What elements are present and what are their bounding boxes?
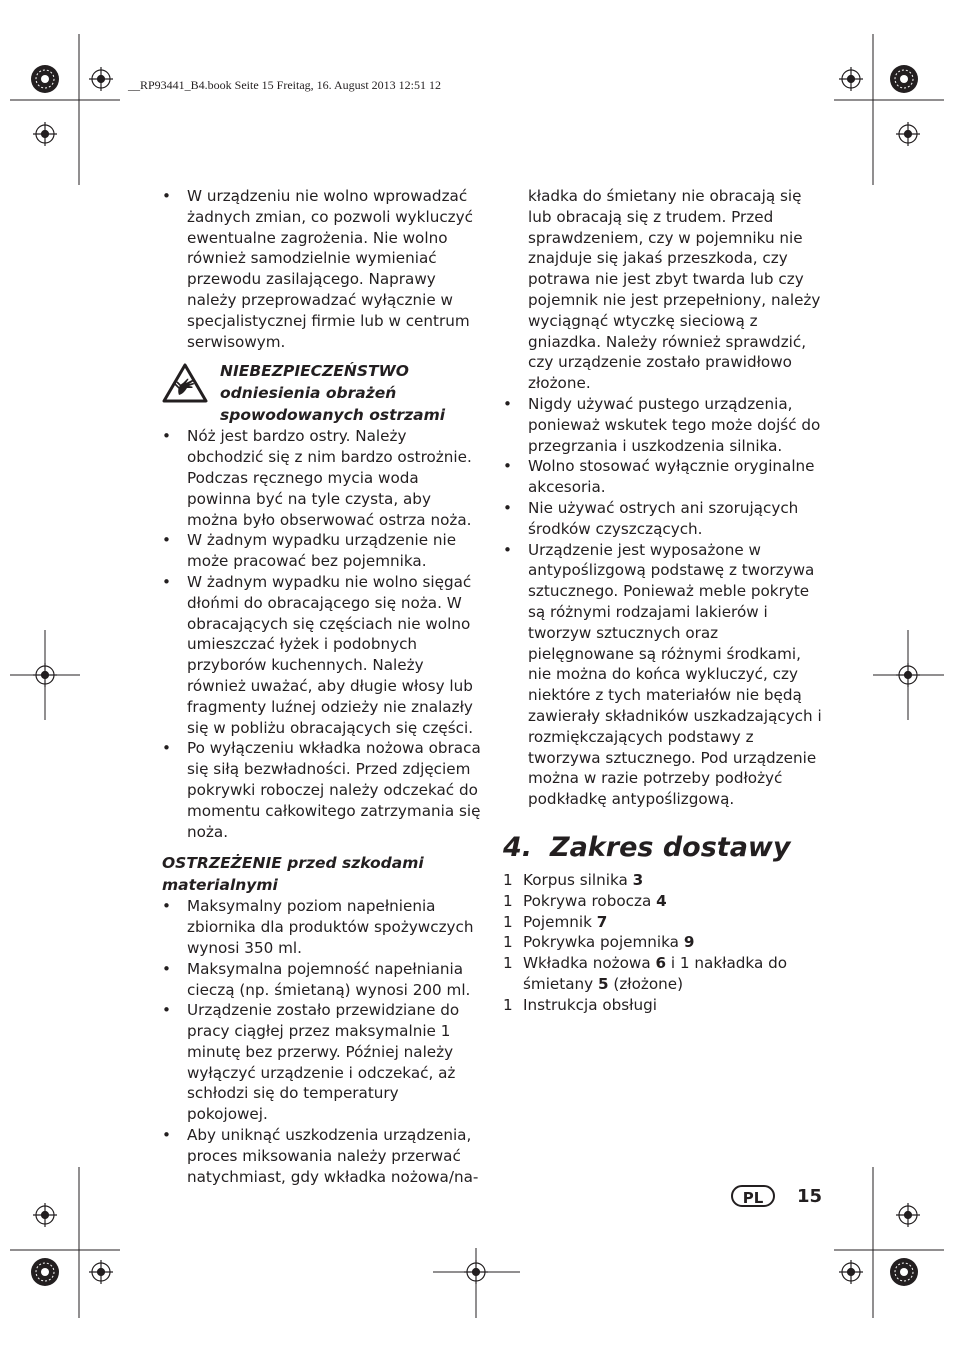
registration-mark — [896, 663, 920, 687]
list-item: • W żadnym wypadku nie wolno sięgać dłońmi do obracającego się noża. W obracających się częściach nie wolno umieszczać łyżek i podobnych przyborów kuchennych. Należy również uważać, aby długie włosy lub fragmenty luźnej odzieży nie znalazły się w pobliżu obracających się części. — [162, 572, 482, 738]
item-text-suffix: (złożone) — [608, 974, 684, 993]
item-text: Korpus silnika — [523, 870, 633, 889]
item-text: Pokrywka pojemnika — [523, 933, 684, 952]
item-quantity: 1 — [503, 891, 513, 910]
item-reference: 6 — [655, 954, 667, 973]
item-reference: 5 — [597, 974, 609, 993]
caution-title: OSTRZEŻENIE przed szkodami materialnymi — [162, 854, 424, 895]
list-item: • Aby uniknąć uszkodzenia urządzenia, proces miksowania należy przerwać natychmiast, gdy wkładka nożowa/na- — [162, 1125, 482, 1187]
danger-warning-line: spowodowanych ostrzami — [220, 406, 446, 425]
list-item: • Maksymalny poziom napełnienia zbiornika dla produktów spożywczych wynosi 350 ml. — [162, 896, 482, 958]
item-quantity: 1 — [503, 954, 513, 973]
item-text: Pokrywa robocza — [523, 891, 657, 910]
list-item: • Maksymalna pojemność napełniania cieczą (np. śmietaną) wynosi 200 ml. — [162, 959, 482, 1001]
delivery-item — [503, 891, 825, 912]
registration-mark — [89, 67, 113, 91]
item-quantity: 1 — [503, 912, 513, 931]
list-item: • Wolno stosować wyłącznie oryginalne akcesoria. — [503, 456, 825, 498]
delivery-item — [503, 995, 825, 1016]
left-column — [162, 186, 482, 1187]
registration-mark — [33, 1203, 57, 1227]
registration-mark — [89, 1260, 113, 1284]
registration-mark — [896, 122, 920, 146]
section-number: 4. — [503, 831, 533, 863]
registration-mark — [33, 122, 57, 146]
registration-mark — [464, 1260, 488, 1284]
registration-mark — [839, 1260, 863, 1284]
item-text: Pojemnik — [523, 912, 597, 931]
registration-mark — [839, 67, 863, 91]
danger-warning-line: odniesienia obrażeń — [220, 384, 397, 403]
item-reference: 7 — [596, 912, 608, 931]
right-column — [503, 186, 825, 1015]
item-reference: 4 — [656, 891, 667, 910]
list-item: • Urządzenie jest wyposażone w antypoślizgową podstawę z tworzywa sztucznego. Ponieważ meble pokryte są różnymi rodzajami lakierów i tworzyw sztucznych oraz pielęgnowane są różnymi środkami, nie można do końca wykluczyć, czy niektóre z tych materiałów nie będą zawierały składników uszkadzających i rozmiękczających podstawy z tworzywa sztucznego. Pod urządzenie można w razie potrzeby podłożyć podkładkę antypoślizgową. — [503, 540, 825, 810]
star-target — [31, 1258, 59, 1286]
item-text: Wkładka nożowa — [523, 954, 656, 973]
item-reference: 3 — [632, 870, 644, 889]
delivery-list — [503, 870, 825, 1016]
delivery-item — [503, 870, 825, 891]
continued-paragraph: kładka do śmietany nie obracają się lub obracają się z trudem. Przed sprawdzeniem, czy w pojemniku nie znajduje się jakaś przeszkoda, czy potrawa nie jest zbyt twarda lub czy pojemnik nie jest przepełniony, należy wyciągnąć wtyczkę sieciową z gniazdka. Należy również sprawdzić, czy urządzenie zostało prawidłowo złożone. — [528, 187, 821, 393]
item-reference: 9 — [683, 933, 695, 952]
delivery-item — [503, 912, 825, 933]
list-item: • Po wyłączeniu wkładka nożowa obraca się siłą bezwładności. Przed zdjęciem pokrywki roboczej należy odczekać do momentu całkowitego zatrzymania się noża. — [162, 738, 482, 842]
list-item: • W urządzeniu nie wolno wprowadzać żadnych zmian, co pozwoli wykluczyć ewentualne zagrożenia. Nie wolno również samodzielnie wymieniać przewodu zasilającego. Naprawy należy przeprowadzać wyłącznie w specjalistycznej firmie lub w centrum serwisowym. — [162, 186, 482, 352]
star-target — [890, 65, 918, 93]
list-item: • Nigdy używać pustego urządzenia, ponieważ wskutek tego może dojść do przegrzania i uszkodzenia silnika. — [503, 394, 825, 456]
item-quantity: 1 — [503, 933, 513, 952]
delivery-item — [503, 953, 825, 995]
list-item: • Nie używać ostrych ani szorujących środków czyszczących. — [503, 498, 825, 540]
page-footer — [731, 1183, 822, 1209]
print-header: __RP93441_B4.book Seite 15 Freitag, 16. August 2013 12:51 12 — [128, 78, 442, 92]
star-target — [31, 65, 59, 93]
item-quantity: 1 — [503, 870, 513, 889]
hand-cut-warning-icon — [162, 362, 208, 404]
list-item: • W żadnym wypadku urządzenie nie może pracować bez pojemnika. — [162, 530, 482, 572]
item-text: Instrukcja obsługi — [523, 995, 657, 1014]
intro-bullet-list — [162, 186, 482, 352]
list-item: • Nóż jest bardzo ostry. Należy obchodzić się z nim bardzo ostrożnie. Podczas ręcznego mycia woda powinna być na tyle czysta, aby można było obserwować ostrza noża. — [162, 426, 482, 530]
page-number: 15 — [797, 1185, 823, 1207]
registration-mark — [33, 663, 57, 687]
danger-warning — [162, 360, 482, 426]
section-title: Zakres dostawy — [550, 831, 791, 863]
danger-warning-line: NIEBEZPIECZEŃSTWO — [220, 362, 409, 381]
delivery-item — [503, 932, 825, 953]
item-text-suffix: i 1 nakładka do śmietany — [523, 954, 788, 993]
item-quantity: 1 — [503, 995, 513, 1014]
list-item: • Urządzenie zostało przewidziane do pracy ciągłej przez maksymalnie 1 minutę bez przerwy. Później należy wyłączyć urządzenie i odczekać, aż schłodzi się do temperatury pokojowej. — [162, 1000, 482, 1125]
registration-mark — [896, 1203, 920, 1227]
caution-bullet-list — [162, 896, 482, 1187]
danger-bullet-list — [162, 426, 482, 842]
danger-warning-text — [220, 360, 482, 426]
star-target — [890, 1258, 918, 1286]
section-heading — [503, 832, 825, 864]
language-badge: PL — [731, 1185, 775, 1207]
right-bullet-list — [503, 394, 825, 810]
